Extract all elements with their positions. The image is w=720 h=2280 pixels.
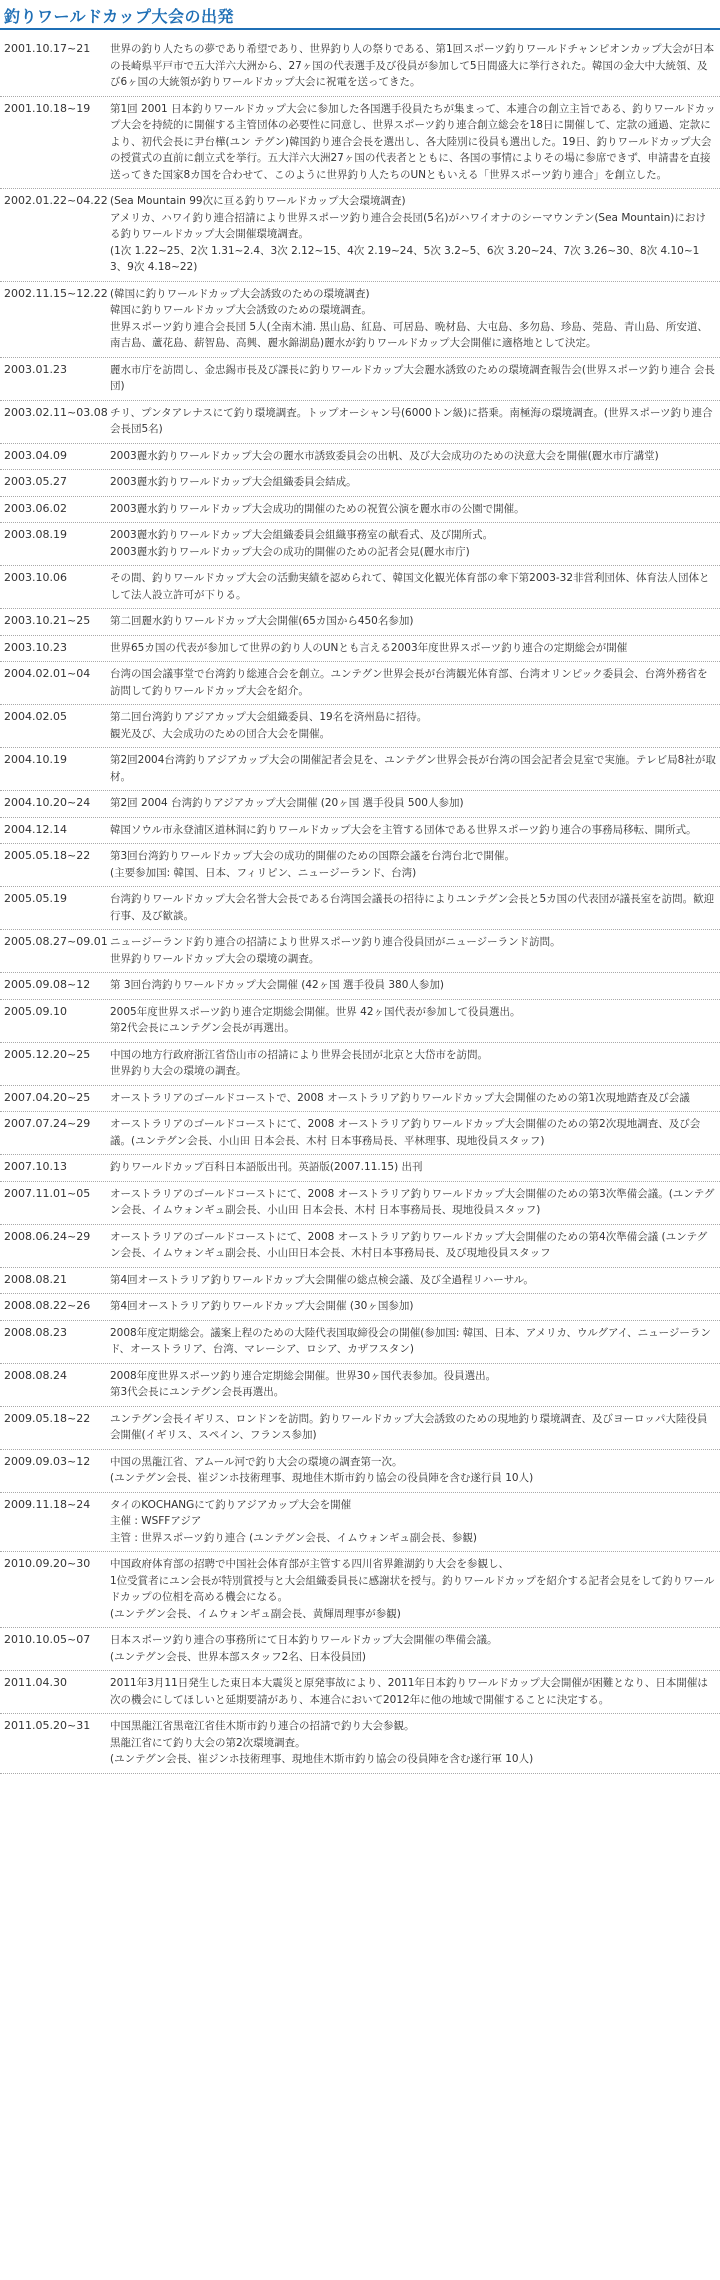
event-description: 第二回麗水釣りワールドカップ大会開催(65カ国から450名参加) xyxy=(110,615,414,627)
event-description: 台湾釣りワールドカップ大会名誉大会長である台湾国会議長の招待によりユンテグン会長と5カ国の代表団が議長室を訪問。歓迎行事、及び歓談。 xyxy=(110,893,715,922)
event-description: 第 3回台湾釣りワールドカップ大会開催 (42ヶ国 選手役員 380人参加) xyxy=(110,979,444,991)
event-date: 2004.02.01~04 xyxy=(4,667,91,680)
event-date: 2005.09.08~12 xyxy=(4,978,91,991)
history-timeline xyxy=(0,37,720,1774)
event-date: 2009.09.03~12 xyxy=(4,1454,91,1468)
event-date: 2003.08.19 xyxy=(4,528,67,541)
event-date: 2003.10.21~25 xyxy=(4,614,91,627)
timeline-row xyxy=(0,609,720,636)
event-date: 2004.10.19 xyxy=(4,753,67,766)
event-date: 2004.12.14 xyxy=(4,822,67,836)
timeline-row xyxy=(0,566,720,609)
event-date: 2002.11.15~12.22 xyxy=(4,286,108,300)
timeline-row xyxy=(0,662,720,705)
event-date: 2010.09.20~30 xyxy=(4,1557,91,1570)
event-date: 2003.10.06 xyxy=(4,571,67,584)
event-description: 台湾の国会議事堂で台湾釣り総連合会を創立。ユンテグン世界会長が台湾観光体育部、台湾オリンピック委員会、台湾外務省を訪問して釣りワールドカップ大会を紹介。 xyxy=(110,668,708,697)
event-date: 2009.05.18~22 xyxy=(4,1411,91,1425)
event-description: 2005年度世界スポーツ釣り連合定期総会開催。世界 42ヶ国代表が参加して役員選出。 第2代会長にユンテグン会長が再選出。 xyxy=(110,1005,521,1034)
event-date: 2004.10.20~24 xyxy=(4,796,91,809)
timeline-row xyxy=(0,358,720,401)
event-description: (韓国に釣りワールドカップ大会誘致のための環境調査) 韓国に釣りワールドカップ大会誘致のための環境調査。 世界スポーツ釣り連合会長団 5人(全南木浦. 黒山島、紅島、可居島、晩材島、大屯島、多勿島、珍島、莞島、青山島、所安道、南吉島、蘆花島、薪智島、高興、麗水錦湖島)麗水が釣りワールドカップ大会開催に適格地として決定。 xyxy=(110,287,708,349)
event-date: 2004.02.05 xyxy=(4,710,67,723)
event-date: 2003.02.11~03.08 xyxy=(4,405,108,419)
event-description: 麗水市庁を訪問し、金忠錫市長及び課長に釣りワールドカップ大会麗水誘致のための環境調査報告会(世界スポーツ釣り連合 会長団) xyxy=(110,363,715,392)
event-date: 2008.08.21 xyxy=(4,1272,67,1286)
event-description: オーストラリアのゴールドコーストにて、2008 オーストラリア釣りワールドカップ大会開催のための第4次準備会議 (ユンテグン会長、イムウォンギュ副会長、小山田日本会長、木村日本事務局長、及び現地役員スタッフ xyxy=(110,1230,708,1259)
title-divider xyxy=(0,28,720,30)
event-date: 2007.11.01~05 xyxy=(4,1186,91,1200)
timeline-row xyxy=(0,1552,720,1628)
timeline-row xyxy=(0,97,720,190)
event-date: 2005.12.20~25 xyxy=(4,1047,91,1061)
timeline-row xyxy=(0,1086,720,1113)
timeline-row xyxy=(0,844,720,887)
timeline-row xyxy=(0,497,720,524)
timeline-row xyxy=(0,748,720,791)
timeline-row xyxy=(0,189,720,282)
event-description: 2003麗水釣りワールドカップ大会組織委員会結成。 xyxy=(110,476,357,488)
timeline-row xyxy=(0,470,720,497)
event-description: 2008年度定期総会。議案上程のための大陸代表国取締役会の開催(参加国: 韓国、日本、アメリカ、ウルグアイ、ニュージーランド、オーストラリア、台湾、マレーシア、ロシア、カザフスタン) xyxy=(110,1326,711,1355)
event-description: 2011年3月11日発生した東日本大震災と原発事故により、2011年日本釣りワールドカップ大会開催が困難となり、日本開催は次の機会にしてほしいと延期要請があり、本連合において2012年に他の地域で開催することに決定する。 xyxy=(110,1677,708,1706)
timeline-row xyxy=(0,1155,720,1182)
event-date: 2008.08.24 xyxy=(4,1368,67,1382)
timeline-row xyxy=(0,1294,720,1321)
timeline-row xyxy=(0,1493,720,1553)
event-date: 2008.06.24~29 xyxy=(4,1229,91,1243)
timeline-row xyxy=(0,523,720,566)
timeline-row xyxy=(0,282,720,358)
timeline-row xyxy=(0,973,720,1000)
event-description: 第4回オーストラリア釣りワールドカップ大会開催の総点検会議、及び全過程リハーサル。 xyxy=(110,1273,534,1286)
event-date: 2002.01.22~04.22 xyxy=(4,194,108,207)
timeline-row xyxy=(0,1450,720,1493)
event-date: 2011.05.20~31 xyxy=(4,1719,91,1732)
event-description: (Sea Mountain 99次に亘る釣りワールドカップ大会環境調査) アメリカ、ハワイ釣り連合招請により世界スポーツ釣り連合会長団(5名)がハワイオナのシーマウンテン(Sea Mountain)における釣りワールドカップ大会開催環境調査。 (1次 1.22~25、2次 1.31~2.4、3次 2.12~15、4次 2.19~24、5次 3.2~5、6次 3.20~24、7次 3.26~30、8次 4.10~13、9次 4.18~22) xyxy=(110,195,706,273)
timeline-row xyxy=(0,1225,720,1268)
event-description: 2003麗水釣りワールドカップ大会の麗水市誘致委員会の出帆、及び大会成功のための決意大会を開催(麗水市庁講堂) xyxy=(110,449,659,462)
timeline-row xyxy=(0,1407,720,1450)
timeline-row xyxy=(0,1628,720,1671)
event-date: 2003.01.23 xyxy=(4,362,67,376)
timeline-row xyxy=(0,37,720,97)
event-date: 2005.08.27~09.01 xyxy=(4,935,108,948)
timeline-row xyxy=(0,1714,720,1774)
timeline-row xyxy=(0,705,720,748)
event-description: 第3回台湾釣りワールドカップ大会の成功的開催のための国際会議を台湾台北で開催。 (主要参加国: 韓国、日本、フィリピン、ニュージーランド、台湾) xyxy=(110,850,516,879)
timeline-row xyxy=(0,401,720,444)
event-date: 2001.10.17~21 xyxy=(4,42,91,55)
event-description: 中国の黒龍江省、アムール河で釣り大会の環境の調査第一次。 (ユンテグン会長、崔ジンホ技術理事、現地佳木斯市釣り協会の役員陣を含む遂行員 10人) xyxy=(110,1455,534,1484)
timeline-row xyxy=(0,791,720,818)
event-description: 第二回台湾釣りアジアカップ大会組織委員、19名を済州島に招待。 観光及び、大会成功のための団合大会を開催。 xyxy=(110,711,428,740)
timeline-row xyxy=(0,1000,720,1043)
event-description: 第2回 2004 台湾釣りアジアカップ大会開催 (20ヶ国 選手役員 500人参加) xyxy=(110,797,464,809)
event-date: 2008.08.22~26 xyxy=(4,1299,91,1312)
event-description: オーストラリアのゴールドコーストにて、2008 オーストラリア釣りワールドカップ大会開催のための第2次現地調査、及び会議。(ユンテグン会長、小山田 日本会長、木村 日本事務局長、平林理事、現地役員スタッフ) xyxy=(110,1118,701,1147)
timeline-row xyxy=(0,636,720,663)
event-date: 2003.06.02 xyxy=(4,501,67,515)
event-date: 2003.05.27 xyxy=(4,475,67,488)
timeline-row xyxy=(0,930,720,973)
event-description: 2003麗水釣りワールドカップ大会組織委員会組織事務室の献看式、及び開所式。 2003麗水釣りワールドカップ大会の成功的開催のための記者会見(麗水市庁) xyxy=(110,529,494,558)
event-date: 2003.04.09 xyxy=(4,448,67,462)
event-description: 第2回2004台湾釣りアジアカップ大会の開催記者会見を、ユンテグン世界会長が台湾の国会記者会見室で実施。テレビ局8社が取材。 xyxy=(110,754,716,783)
event-date: 2007.10.13 xyxy=(4,1160,67,1173)
timeline-row xyxy=(0,1268,720,1295)
event-description: オーストラリアのゴールドコーストで、2008 オーストラリア釣りワールドカップ大会開催のための第1次現地踏査及び会議 xyxy=(110,1091,690,1104)
event-date: 2007.07.24~29 xyxy=(4,1117,91,1130)
timeline-row xyxy=(0,818,720,845)
event-description: 日本スポーツ釣り連合の事務所にて日本釣りワールドカップ大会開催の準備会議。 (ユンテグン会長、世界本部スタッフ2名、日本役員団) xyxy=(110,1634,498,1663)
timeline-row xyxy=(0,887,720,930)
timeline-row xyxy=(0,1112,720,1155)
event-description: 第4回オーストラリア釣りワールドカップ大会開催 (30ヶ国参加) xyxy=(110,1300,414,1312)
event-description: ユンテグン会長イギリス、ロンドンを訪問。釣りワールドカップ大会誘致のための現地釣り環境調査、及びヨーロッパ大陸役員会開催(イギリス、スペイン、フランス参加) xyxy=(110,1412,708,1441)
event-date: 2003.10.23 xyxy=(4,640,67,654)
event-description: オーストラリアのゴールドコーストにて、2008 オーストラリア釣りワールドカップ大会開催のための第3次準備会議。(ユンテグン会長、イムウォンギュ副会長、小山田 日本会長、木村 日本事務局長、現地役員スタッフ) xyxy=(110,1187,715,1216)
event-description: 釣りワールドカップ百科日本語版出刊。英語版(2007.11.15) 出刊 xyxy=(110,1161,423,1173)
page-title: 釣りワールドカップ大会の出発 xyxy=(4,7,235,26)
event-description: 2003麗水釣りワールドカップ大会成功的開催のための祝賀公演を麗水市の公園で開催。 xyxy=(110,502,525,515)
event-description: その間、釣りワールドカップ大会の活動実績を認められて、韓国文化観光体育部の傘下第2003-32非営利団体、体育法人団体として法人設立許可が下りる。 xyxy=(110,572,710,601)
event-description: 韓国ソウル市永登浦区道林洞に釣りワールドカップ大会を主管する団体である世界スポーツ釣り連合の事務局移転、開所式。 xyxy=(110,823,697,836)
event-description: 2008年度世界スポーツ釣り連合定期総会開催。世界30ヶ国代表参加。役員選出。 第3代会長にユンテグン会長再選出。 xyxy=(110,1369,497,1398)
event-date: 2008.08.23 xyxy=(4,1325,67,1339)
event-description: 世界65カ国の代表が参加して世界の釣り人のUNとも言える2003年度世界スポーツ釣り連合の定期総会が開催 xyxy=(110,641,628,654)
event-date: 2011.04.30 xyxy=(4,1676,67,1689)
event-description: 中国の地方行政府浙江省岱山市の招請により世界会長団が北京と大岱市を訪問。 世界釣り大会の環境の調査。 xyxy=(110,1048,488,1077)
timeline-row xyxy=(0,444,720,471)
event-date: 2005.05.18~22 xyxy=(4,849,91,862)
timeline-row xyxy=(0,1321,720,1364)
event-description: 中国政府体育部の招聘で中国社会体育部が主管する四川省界錐湖釣り大会を参観し、 1位受賞者にユン会長が特別賞授与と大会組織委員長に感謝状を授与。釣りワールドカップを紹介する記者会見をして釣りワールドカップの位相を高める機会になる。 (ユンテグン会長、イムウォンギュ副会長、黄輝周理事が参観) xyxy=(110,1558,715,1620)
event-description: 第1回 2001 日本釣りワールドカップ大会に参加した各国選手役員たちが集まって、本連合の創立主旨である、釣りワールドカップ大会を持続的に開催する主管団体の必要性に同意し、世界スポーツ釣り連合創立総会を18日に開催して、定款の通過、定款により、初代会長に尹台樺(ユン テグン)韓国釣り連合会長を選出し、各大陸別に役員も選出した。19日、釣りワールドカップ大会の授賞式の直前に創立式を挙行。五大洋六大洲27ヶ国の代表者とともに、各国の事情によりその場に参席できず、申請書を直接送ってきた国家8カ国を合わせて、このように世界釣り人たちのUNともいえる「世界スポーツ釣り連合」を創立した。 xyxy=(110,102,716,181)
event-description: タイのKOCHANGにて釣りアジアカップ大会を開催 主催 : WSFFアジア 主管 : 世界スポーツ釣り連合 (ユンテグン会長、イムウォンギュ副会長、参観) xyxy=(110,1498,477,1544)
event-description: ニュージーランド釣り連合の招請により世界スポーツ釣り連合役員団がニュージーランド訪問。 世界釣りワールドカップ大会の環境の調査。 xyxy=(110,936,561,965)
timeline-row xyxy=(0,1364,720,1407)
event-description: チリ、プンタアレナスにて釣り環境調査。トップオーシャン号(6000トン級)に搭乗。南極海の環境調査。(世界スポーツ釣り連合会長団5名) xyxy=(110,406,713,435)
event-date: 2001.10.18~19 xyxy=(4,101,91,115)
event-date: 2005.09.10 xyxy=(4,1004,67,1018)
event-date: 2007.04.20~25 xyxy=(4,1090,91,1104)
event-date: 2009.11.18~24 xyxy=(4,1497,91,1511)
timeline-row xyxy=(0,1671,720,1714)
event-date: 2005.05.19 xyxy=(4,892,67,905)
event-description: 世界の釣り人たちの夢であり希望であり、世界釣り人の祭りである、第1回スポーツ釣りワールドチャンピオンカップ大会が日本の長崎県平戸市で五大洋六大洲から、27ヶ国の代表選手及び役員が参加して5日間盛大に挙行された。韓国の金大中大統領、及び6ヶ国の大統領が釣りワールドカップ大会に祝電を送ってきた。 xyxy=(110,43,715,88)
timeline-row xyxy=(0,1043,720,1086)
event-date: 2010.10.05~07 xyxy=(4,1633,91,1646)
timeline-row xyxy=(0,1182,720,1225)
event-description: 中国黒龍江省黒竜江省佳木斯市釣り連合の招請で釣り大会参観。 黒龍江省にて釣り大会の第2次環境調査。 (ユンテグン会長、崔ジンホ技術理事、現地佳木斯市釣り協会の役員陣を含む遂行軍 10人) xyxy=(110,1720,534,1765)
